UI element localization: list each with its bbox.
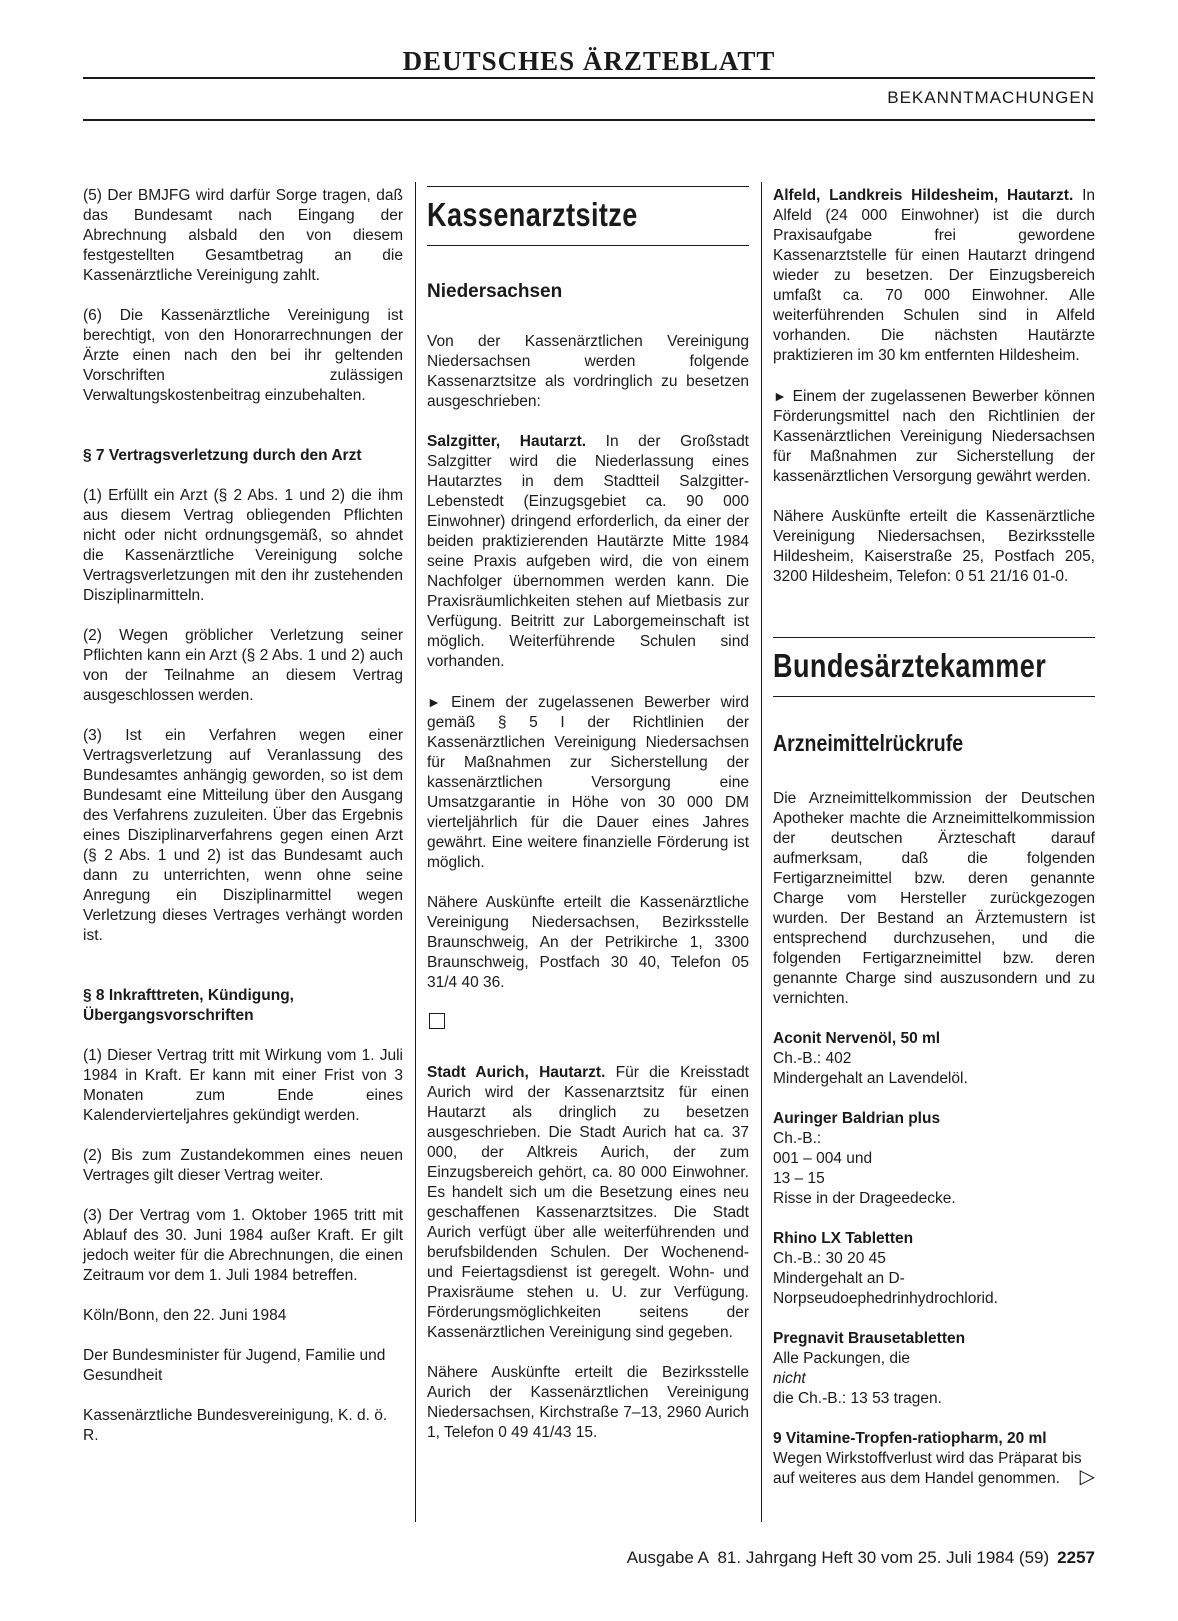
drug-name: Pregnavit Brausetabletten bbox=[773, 1330, 966, 1347]
listing-title: Salzgitter, Hautarzt. bbox=[427, 433, 587, 450]
listing-text: In Alfeld (24 000 Einwohner) ist die durch Praxisaufgabe frei gewordene Kassenarztstelle für einen Hautarzt dringend wieder zu besetzen. Der Einzugsbereich umfaßt ca. 70 000 Einwohner. Alle weiterführenden Schulen sind in Alfeld vorhanden. Die nächsten Hautärzte praktizieren im 30 km entfernten Hildesheim. bbox=[773, 187, 1095, 364]
recall-item bbox=[773, 1029, 1095, 1089]
listing bbox=[427, 1063, 749, 1343]
paragraph: (1) Dieser Vertrag tritt mit Wirkung vom 1. Juli 1984 in Kraft. Er kann mit einer Frist von 3 Monaten zum Ende eines Kalendervierteljahres gekündigt werden. bbox=[83, 1047, 403, 1124]
recall-line: 13 – 15 bbox=[773, 1170, 825, 1187]
drug-name: Aconit Nervenöl, 50 ml bbox=[773, 1030, 941, 1047]
recall-line: Ch.-B.: bbox=[773, 1130, 822, 1147]
subrubric-title: Arzneimittelrückrufe bbox=[773, 730, 964, 756]
continue-arrow-icon: ▷ bbox=[1079, 1466, 1095, 1488]
rubric-box bbox=[427, 186, 749, 246]
listing-title: Stadt Aurich, Hautarzt. bbox=[427, 1064, 606, 1081]
drug-name: Auringer Baldrian plus bbox=[773, 1110, 941, 1127]
recall-item bbox=[773, 1329, 1095, 1409]
contact-info: Nähere Auskünfte erteilt die Kassenärztliche Vereinigung Niedersachsen, Bezirksstelle Braunschweig, An der Petrikirche 1, 3300 Braunschweig, Postfach 30 40, Telefon 05 31/4 40 36. bbox=[427, 894, 749, 991]
paragraph: (1) Erfüllt ein Arzt (§ 2 Abs. 1 und 2) die ihm aus diesem Vertrag obliegenden Pflichten nicht oder nicht ordnungsgemäß, so ahndet die Kassenärztliche Vereinigung solche Vertragsverletzungen mit den ihr zustehenden Disziplinarmitteln. bbox=[83, 487, 403, 604]
recall-line bbox=[773, 1349, 1095, 1409]
recall-line: Mindergehalt an Lavendelöl. bbox=[773, 1070, 968, 1087]
issue-info: Ausgabe A 81. Jahrgang Heft 30 vom 25. Juli 1984 (59) bbox=[626, 1548, 1050, 1567]
support-text: Einem der zugelassenen Bewerber wird gemäß § 5 I der Richtlinien der Kassenärztlichen Vereinigung Niedersachsen für Maßnahmen zur Sicherstellung der kassenärztlichen Versorgung eine Umsatzgarantie in Höhe von 30 000 DM vierteljährlich für die Dauer eines Jahres gewährt. Eine weitere finanzielle Förderung ist möglich. bbox=[427, 694, 749, 871]
section-heading: § 8 Inkrafttreten, Kündigung, Übergangsvorschriften bbox=[83, 987, 294, 1024]
region-heading: Niedersachsen bbox=[427, 281, 563, 302]
listing bbox=[773, 186, 1095, 366]
recall-item bbox=[773, 1229, 1095, 1309]
masthead-title: DEUTSCHES ÄRZTEBLATT bbox=[402, 46, 776, 76]
arrow-icon: ► bbox=[773, 388, 787, 404]
section-heading: § 7 Vertragsverletzung durch den Arzt bbox=[83, 447, 362, 464]
signatory: Der Bundesminister für Jugend, Familie und Gesundheit bbox=[83, 1347, 386, 1384]
column-1 bbox=[83, 186, 403, 1466]
recall-line: Ch.-B.: 30 20 45 bbox=[773, 1250, 886, 1267]
emphasis: nicht bbox=[773, 1370, 806, 1387]
drug-name: 9 Vitamine-Tropfen-ratiopharm, 20 ml bbox=[773, 1430, 1047, 1447]
contact-info: Nähere Auskünfte erteilt die Kassenärztliche Vereinigung Niedersachsen, Bezirksstelle Hildesheim, Kaiserstraße 25, Postfach 205, 3200 Hildesheim, Telefon: 0 51 21/16 01-0. bbox=[773, 508, 1095, 585]
arrow-icon: ► bbox=[427, 694, 441, 710]
recall-text: Alle Packungen, die bbox=[773, 1350, 911, 1367]
rubric-box bbox=[773, 637, 1095, 697]
rubric-title: Bundesärztekammer bbox=[773, 647, 1047, 684]
drug-name: Rhino LX Tabletten bbox=[773, 1230, 914, 1247]
listing-text: Für die Kreisstadt Aurich wird der Kassenarztsitz für einen Hautarzt als dringlich zu besetzen ausgeschrieben. Die Stadt Aurich hat ca. 37 000, der Altkreis Aurich, der zum Einzugsbereich gehört, ca. 80 000 Einwohner. Es handelt sich um die Besetzung eines neu geschaffenen Kassenarztsitzes. Die Stadt Aurich verfügt über alle weiterführenden und berufsbildenden Schulen. Der Wochenend- und Feiertagsdienst ist geregelt. Wohn- und Praxisräume stehen u. U. zur Verfügung. Förderungsmöglichkeiten seitens der Kassenärztlichen Vereinigung sind gegeben. bbox=[427, 1064, 749, 1341]
paragraph: (2) Bis zum Zustandekommen eines neuen Vertrages gilt dieser Vertrag weiter. bbox=[83, 1147, 403, 1184]
recall-line: Mindergehalt an D-Norpseudoephedrinhydrochlorid. bbox=[773, 1270, 998, 1307]
end-square-icon bbox=[429, 1013, 445, 1029]
recall-item bbox=[773, 1429, 1095, 1487]
paragraph: (3) Ist ein Verfahren wegen einer Vertragsverletzung auf Veranlassung des Bundesamtes anhängig geworden, so ist dem Bundesamt eine Mitteilung über den Ausgang des Verfahrens zuzuleiten. Über das Ergebnis eines Disziplinarverfahrens gegen einen Arzt (§ 2 Abs. 1 und 2) ist das Bundesamt auch dann zu unterrichten, wenn ohne seine Anregung ein Disziplinarmittel wegen Verletzung dieses Vertrages verhängt worden ist. bbox=[83, 727, 403, 944]
page-number: 2257 bbox=[1057, 1548, 1095, 1567]
recall-line: 001 – 004 und bbox=[773, 1150, 873, 1167]
rubric-title: Kassenarztsitze bbox=[427, 196, 638, 233]
paragraph: (2) Wegen gröblicher Verletzung seiner Pflichten kann ein Arzt (§ 2 Abs. 1 und 2) auch von der Teilnahme an diesem Vertrag ausgeschlossen werden. bbox=[83, 627, 403, 704]
paragraph: (6) Die Kassenärztliche Vereinigung ist berechtigt, von den Honorarrechnungen der Ärzte einen nach den bei ihr geltenden Vorschriften zulässigen Verwaltungskostenbeitrag einzubehalten. bbox=[83, 307, 403, 404]
support-note bbox=[773, 386, 1095, 487]
masthead-rule bbox=[83, 77, 1095, 79]
recall-line: Risse in der Drageedecke. bbox=[773, 1190, 956, 1207]
listing-title: Alfeld, Landkreis Hildesheim, Hautarzt. bbox=[773, 187, 1074, 204]
support-note bbox=[427, 692, 749, 873]
column-3 bbox=[773, 186, 1095, 1507]
listing-text: In der Großstadt Salzgitter wird die Niederlassung eines Hautarztes in dem Stadtteil Salzgitter-Lebenstedt (Einzugsgebiet ca. 90 000 Einwohner) dringend erforderlich, da einer der beiden praktizierenden Hautärzte Mitte 1984 seine Praxis aufgeben wird, die von einem Nachfolger übernommen werden kann. Die Praxisräumlichkeiten stehen auf Mietbasis zur Verfügung. Beitritt zur Laborgemeinschaft ist möglich. Weiterführende Schulen sind vorhanden. bbox=[427, 433, 749, 670]
paragraph: Von der Kassenärztlichen Vereinigung Niedersachsen werden folgende Kassenarztsitze als vordringlich zu besetzen ausgeschrieben: bbox=[427, 333, 749, 410]
section-label: BEKANNTMACHUNGEN bbox=[887, 88, 1095, 107]
page-footer bbox=[627, 1548, 1095, 1568]
column-2 bbox=[427, 186, 749, 1463]
listing bbox=[427, 432, 749, 672]
contact-info: Nähere Auskünfte erteilt die Bezirksstelle Aurich der Kassenärztlichen Vereinigung Niedersachsen, Kirchstraße 7–13, 2960 Aurich 1, Telefon 0 49 41/43 15. bbox=[427, 1364, 749, 1441]
recall-line: Wegen Wirkstoffverlust wird das Präparat bis auf weiteres aus dem Handel genommen. bbox=[773, 1450, 1082, 1487]
signatory: Kassenärztliche Bundesvereinigung, K. d. ö. R. bbox=[83, 1407, 388, 1444]
paragraph: Die Arzneimittelkommission der Deutschen Apotheker machte die Arzneimittelkommission der deutschen Ärzteschaft darauf aufmerksam, daß die folgenden Fertigarzneimittel bzw. deren genannte Charge vom Hersteller zurückgezogen wurden. Der Bestand an Ärztemustern ist entsprechend durchzusehen, und die folgenden Fertigarzneimittel bzw. deren genannte Charge sind auszusondern und zu vernichten. bbox=[773, 790, 1095, 1007]
column-divider bbox=[415, 182, 416, 1522]
paragraph: (5) Der BMJFG wird darfür Sorge tragen, daß das Bundesamt nach Eingang der Abrechnung alsbald den von diesem festgestellten Gesamtbetrag an die Kassenärztliche Vereinigung zahlt. bbox=[83, 187, 403, 284]
column-divider bbox=[761, 182, 762, 1522]
header-rule bbox=[83, 119, 1095, 121]
recall-text: die Ch.-B.: 13 53 tragen. bbox=[773, 1390, 942, 1407]
support-text: Einem der zugelassenen Bewerber können Förderungsmittel nach den Richtlinien der Kassenärztlichen Vereinigung Niedersachsen für Maßnahmen zur Sicherstellung der kassenärztlichen Versorgung gewährt werden. bbox=[773, 388, 1095, 485]
paragraph: (3) Der Vertrag vom 1. Oktober 1965 tritt mit Ablauf des 30. Juni 1984 außer Kraft. Er gilt jedoch weiter für die Abrechnungen, die einen Zeitraum vor dem 1. Juli 1984 betreffen. bbox=[83, 1207, 403, 1284]
place-date: Köln/Bonn, den 22. Juni 1984 bbox=[83, 1307, 287, 1324]
recall-line: Ch.-B.: 402 bbox=[773, 1050, 852, 1067]
recall-item bbox=[773, 1109, 1095, 1209]
